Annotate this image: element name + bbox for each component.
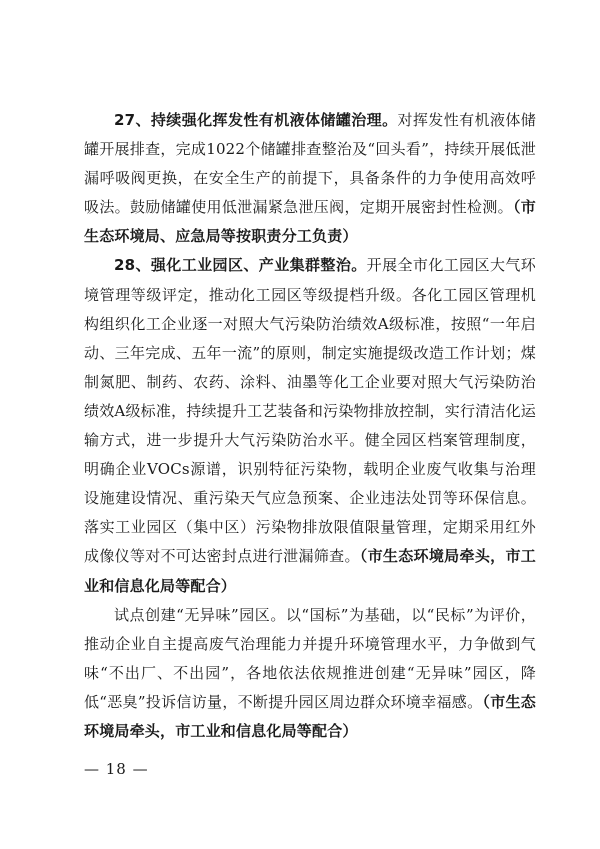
page-number: — 18 — (84, 760, 149, 778)
document-body (84, 106, 536, 746)
paragraph-27 (84, 106, 536, 251)
paragraph-27-responsibility: （市生态环境局、应急局等按职责分工负责） (84, 198, 536, 246)
paragraph-27-heading: 27、持续强化挥发性有机液体储罐治理。 (114, 111, 398, 129)
paragraph-28-heading: 28、强化工业园区、产业集群整治。 (114, 256, 367, 275)
paragraph-28-body: 开展全市化工园区大气环境管理等级评定，推动化工园区等级提档升级。各化工园区管理机构组织化工企业逐一对照大气污染防治绩效A级标准，按照“一年启动、三年完成、五年一流”的原则，制定实施提级改造工作计划；煤制氮肥、制药、农药、涂料、油墨等化工企业要对照大气污染防治绩效A级标准，持续提升工艺装备和污染物排放控制，实行清洁化运输方式，进一步提升大气污染防治水平。健全园区档案管理制度，明确企业VOCs源谱，识别特征污染物，载明企业废气收集与治理设施建设情况、重污染天气应急预案、企业违法处罚等环保信息。落实工业园区（集中区）污染物排放限值限量管理，定期采用红外成像仪等对不可达密封点进行泄漏筛查。 (84, 256, 536, 566)
paragraph-odor-free-park-responsibility: （市生态环境局牵头，市工业和信息化局等配合） (84, 692, 536, 740)
paragraph-27-body: 对挥发性有机液体储罐开展排查，完成1022个储罐排查整治及“回头看”，持续开展低泄漏呼吸阀更换，在安全生产的前提下，具备条件的力争使用高效呼吸法。鼓励储罐使用低泄漏紧急泄压阀，定期开展密封性检测。 (84, 111, 536, 217)
paragraph-odor-free-park-body: 试点创建“无异味”园区。以“国标”为基础，以“民标”为评价，推动企业自主提高废气治理能力并提升环境管理水平，力争做到气味“不出厂、不出园”，各地依法依规推进创建“无异味”园区，降低“恶臭”投诉信访量，不断提升园区周边群众环境幸福感。 (84, 605, 536, 711)
paragraph-28 (84, 251, 536, 600)
paragraph-28-responsibility: （市生态环境局牵头，市工业和信息化局等配合） (84, 547, 536, 595)
paragraph-odor-free-park (84, 601, 536, 746)
